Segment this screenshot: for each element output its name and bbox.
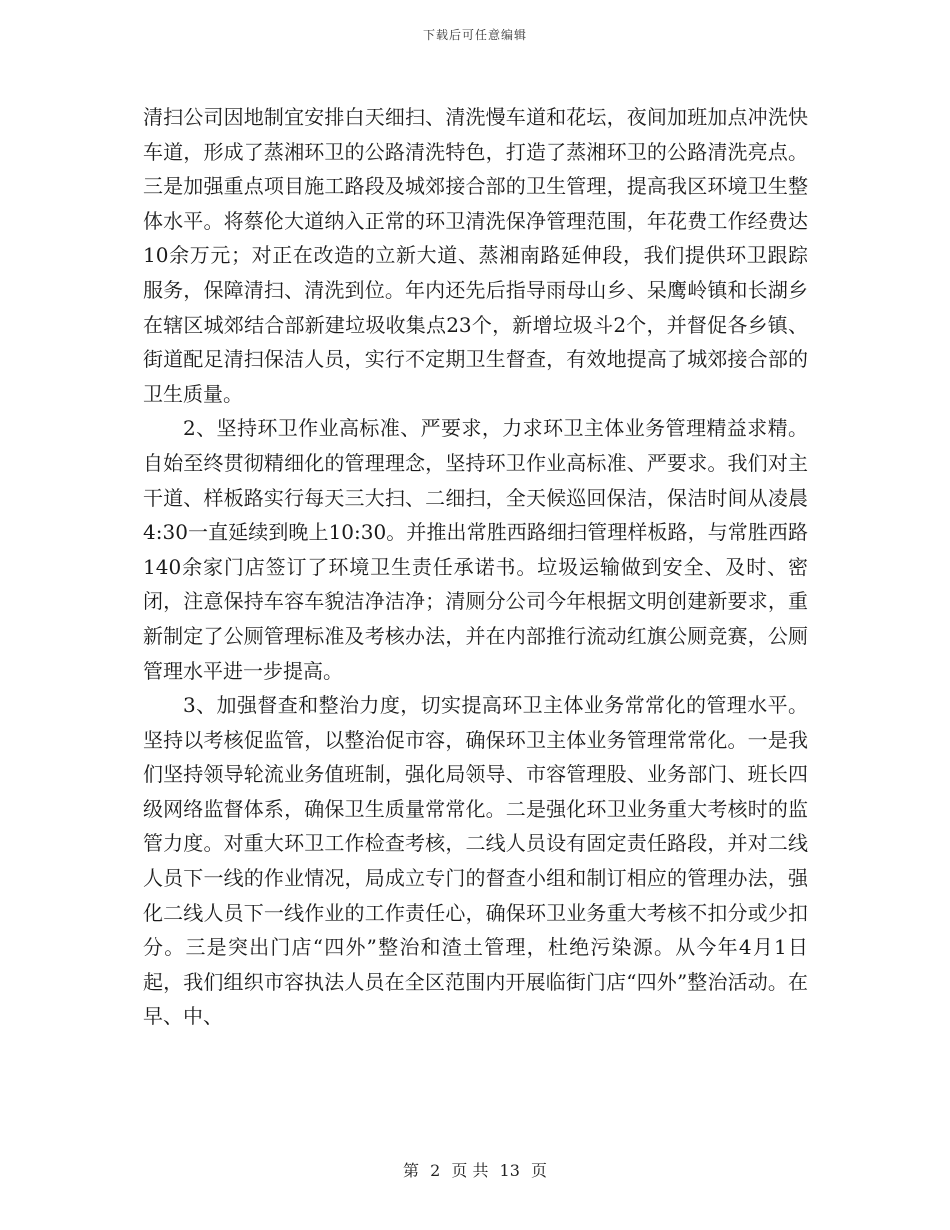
paragraph-3: 3、加强督查和整治力度，切实提高环卫主体业务常常化的管理水平。坚持以考核促监管，以整治促市容，确保环卫主体业务管理常常化。一是我们坚持领导轮流业务值班制，强化局领导、市容管理股、业务部门、班长四级网络监督体系，确保卫生质量常常化。二是强化环卫业务重大考核时的监管力度。对重大环卫工作检查考核，二线人员设有固定责任路段，并对二线人员下一线的作业情况，局成立专门的督查小组和制订相应的管理办法，强化二线人员下一线作业的工作责任心，确保环卫业务重大考核不扣分或少扣分。三是突出门店“四外”整治和渣土管理，杜绝污染源。从今年4月1日起，我们组织市容执法人员在全区范围内开展临街门店“四外”整治活动。在早、中、 (143, 693, 808, 1029)
footer-prefix: 第 (402, 1161, 419, 1180)
footer-page-number: 2 (430, 1161, 441, 1180)
paragraph-2: 2、坚持环卫作业高标准、严要求，力求环卫主体业务管理精益求精。自始至终贯彻精细化的管理理念，坚持环卫作业高标准、严要求。我们对主干道、样板路实行每天三大扫、二细扫，全天候巡回保洁，保洁时间从凌晨4:30一直延续到晚上10:30。并推出常胜西路细扫管理样板路，与常胜西路140余家门店签订了环境卫生责任承诺书。垃圾运输做到安全、及时、密闭，注意保持车容车貌洁净洁净；清厕分公司今年根据文明创建新要求，重新制定了公厕管理标准及考核办法，并在内部推行流动红旗公厕竞赛，公厕管理水平进一步提高。 (143, 416, 808, 683)
page-header-note: 下载后可任意编辑 (422, 28, 527, 42)
footer-suffix: 页 (531, 1161, 548, 1180)
paragraph-1: 清扫公司因地制宜安排白天细扫、清洗慢车道和花坛，夜间加班加点冲洗快车道，形成了蒸湘环卫的公路清洗特色，打造了蒸湘环卫的公路清洗亮点。三是加强重点项目施工路段及城郊接合部的卫生管理，提高我区环境卫生整体水平。将蔡伦大道纳入正常的环卫清洗保净管理范围，年花费工作经费达10余万元；对正在改造的立新大道、蒸湘南路延伸段，我们提供环卫跟踪服务，保障清扫、清洗到位。年内还先后指导雨母山乡、呆鹰岭镇和长湖乡在辖区城郊结合部新建垃圾收集点23个，新增垃圾斗2个，并督促各乡镇、街道配足清扫保洁人员，实行不定期卫生督查，有效地提高了城郊接合部的卫生质量。 (143, 105, 808, 406)
document-body (143, 100, 808, 1034)
footer-total-pages: 13 (499, 1161, 520, 1180)
page-footer (0, 1158, 950, 1181)
footer-middle: 页 共 (451, 1161, 489, 1180)
